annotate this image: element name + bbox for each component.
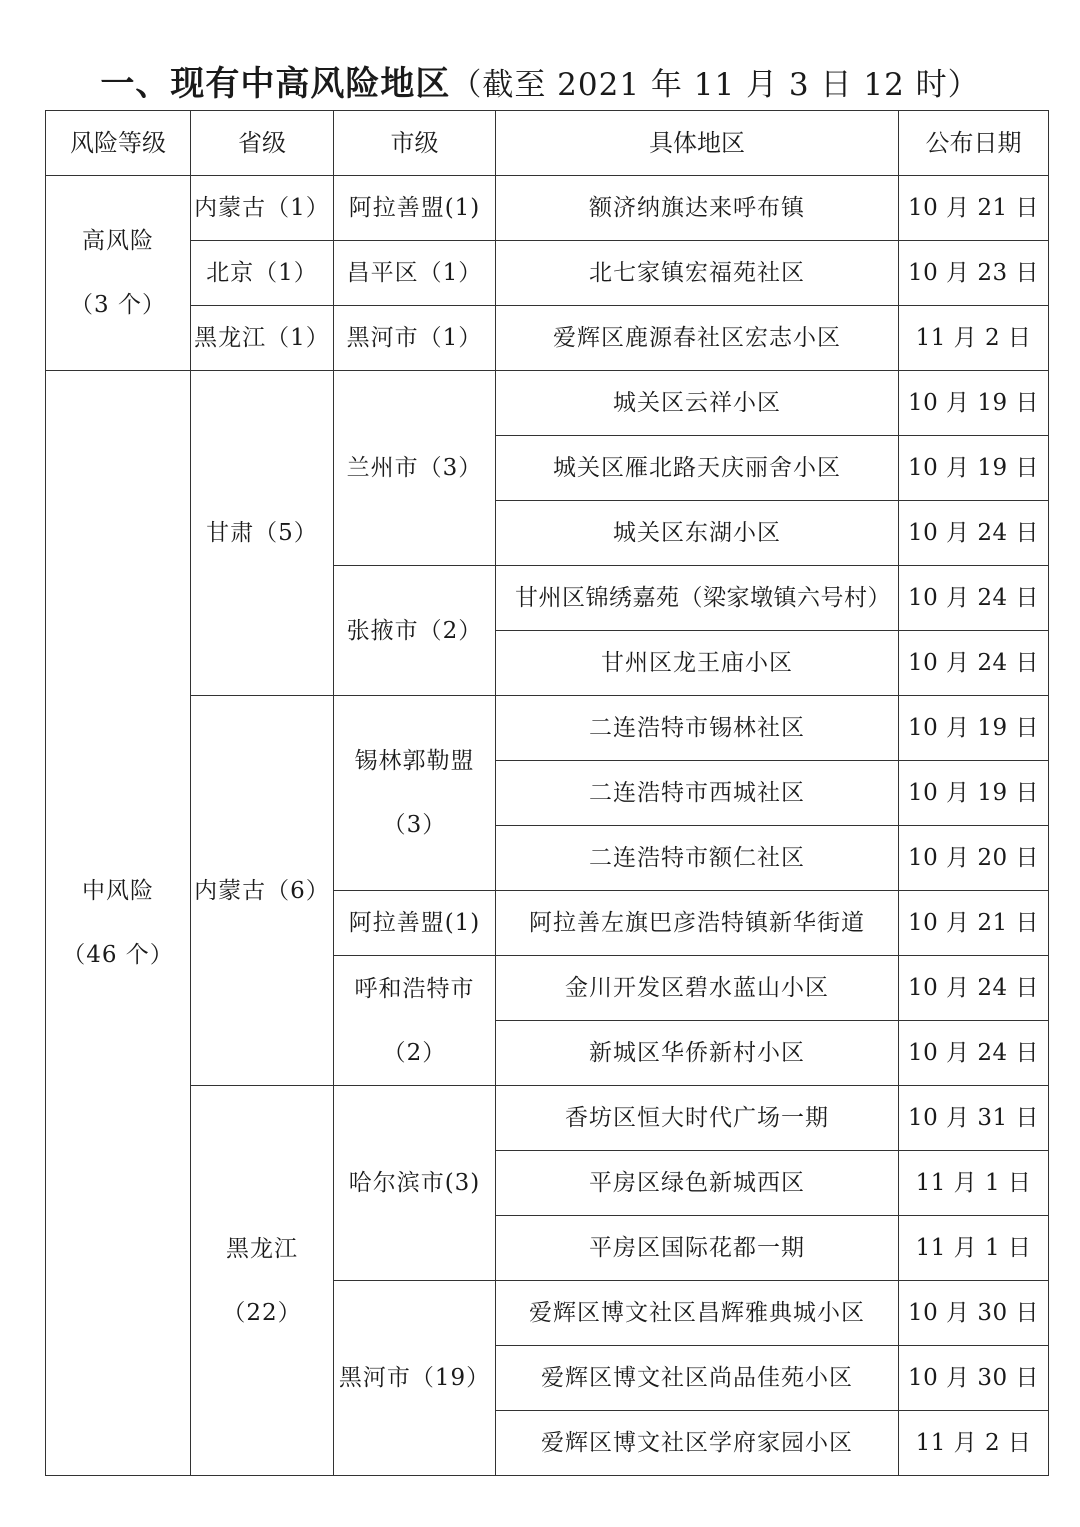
page-title-main: 一、现有中高风险地区 (100, 64, 451, 104)
header-city: 市级 (334, 111, 496, 176)
page-title (0, 58, 1080, 110)
table-row (46, 306, 1049, 371)
area-cell: 甘州区锦绣嘉苑（梁家墩镇六号村） (496, 566, 899, 631)
date-cell: 10 月 24 日 (899, 501, 1049, 566)
province-cell: 黑龙江（1） (191, 306, 334, 371)
area-cell: 城关区雁北路天庆丽舍小区 (496, 436, 899, 501)
city-count: （3） (382, 812, 447, 838)
table-row (46, 371, 1049, 436)
area-cell: 新城区华侨新村小区 (496, 1021, 899, 1086)
province-cell: 北京（1） (191, 241, 334, 306)
province-cell: 内蒙古（6） (191, 696, 334, 1086)
area-cell: 甘州区龙王庙小区 (496, 631, 899, 696)
date-cell: 10 月 21 日 (899, 891, 1049, 956)
date-cell: 10 月 23 日 (899, 241, 1049, 306)
table-header-row (46, 111, 1049, 176)
area-cell: 二连浩特市额仁社区 (496, 826, 899, 891)
area-cell: 二连浩特市锡林社区 (496, 696, 899, 761)
city-cell (334, 696, 496, 891)
city-cell: 黑河市（1） (334, 306, 496, 371)
area-cell: 爱辉区鹿源春社区宏志小区 (496, 306, 899, 371)
area-cell: 香坊区恒大时代广场一期 (496, 1086, 899, 1151)
area-cell: 爱辉区博文社区尚品佳苑小区 (496, 1346, 899, 1411)
date-cell: 10 月 19 日 (899, 761, 1049, 826)
city-cell: 哈尔滨市(3) (334, 1086, 496, 1281)
city-cell: 阿拉善盟(1) (334, 891, 496, 956)
city-cell: 黑河市（19） (334, 1281, 496, 1476)
date-cell: 10 月 19 日 (899, 371, 1049, 436)
header-date: 公布日期 (899, 111, 1049, 176)
province-cell: 内蒙古（1） (191, 176, 334, 241)
area-cell: 额济纳旗达来呼布镇 (496, 176, 899, 241)
table-row (46, 696, 1049, 761)
date-cell: 10 月 24 日 (899, 631, 1049, 696)
date-cell: 11 月 2 日 (899, 306, 1049, 371)
risk-level-count: （3 个） (70, 292, 166, 318)
risk-level-count: （46 个） (62, 942, 174, 968)
date-cell: 11 月 1 日 (899, 1216, 1049, 1281)
date-cell: 10 月 24 日 (899, 566, 1049, 631)
city-cell: 张掖市（2） (334, 566, 496, 696)
table-row (46, 241, 1049, 306)
date-cell: 10 月 30 日 (899, 1346, 1049, 1411)
area-cell: 北七家镇宏福苑社区 (496, 241, 899, 306)
header-area: 具体地区 (496, 111, 899, 176)
date-cell: 11 月 2 日 (899, 1411, 1049, 1476)
date-cell: 10 月 24 日 (899, 1021, 1049, 1086)
area-cell: 平房区绿色新城西区 (496, 1151, 899, 1216)
date-cell: 10 月 21 日 (899, 176, 1049, 241)
date-cell: 10 月 20 日 (899, 826, 1049, 891)
date-cell: 10 月 24 日 (899, 956, 1049, 1021)
date-cell: 10 月 19 日 (899, 436, 1049, 501)
date-cell: 10 月 19 日 (899, 696, 1049, 761)
header-risk-level: 风险等级 (46, 111, 191, 176)
header-province: 省级 (191, 111, 334, 176)
city-name: 呼和浩特市 (354, 975, 475, 1002)
date-cell: 10 月 30 日 (899, 1281, 1049, 1346)
risk-level-medium (46, 371, 191, 1476)
city-name: 锡林郭勒盟 (354, 748, 475, 774)
risk-level-label: 中风险 (82, 878, 154, 904)
table-row (46, 1086, 1049, 1151)
date-cell: 11 月 1 日 (899, 1151, 1049, 1216)
risk-level-label: 高风险 (82, 228, 154, 254)
city-cell: 昌平区（1） (334, 241, 496, 306)
area-cell: 二连浩特市西城社区 (496, 761, 899, 826)
province-cell: 甘肃（5） (191, 371, 334, 696)
area-cell: 城关区东湖小区 (496, 501, 899, 566)
city-cell: 兰州市（3） (334, 371, 496, 566)
area-cell: 阿拉善左旗巴彦浩特镇新华街道 (496, 891, 899, 956)
province-name: 黑龙江 (226, 1235, 298, 1262)
date-cell: 10 月 31 日 (899, 1086, 1049, 1151)
province-count: （22） (222, 1299, 302, 1326)
area-cell: 爱辉区博文社区学府家园小区 (496, 1411, 899, 1476)
city-cell (334, 956, 496, 1086)
area-cell: 金川开发区碧水蓝山小区 (496, 956, 899, 1021)
table-row (46, 176, 1049, 241)
city-count: （2） (382, 1039, 447, 1066)
risk-area-table (45, 110, 1049, 1476)
city-cell: 阿拉善盟(1) (334, 176, 496, 241)
page-title-date: （截至 2021 年 11 月 3 日 12 时） (450, 67, 980, 103)
risk-level-high (46, 176, 191, 371)
area-cell: 爱辉区博文社区昌辉雅典城小区 (496, 1281, 899, 1346)
area-cell: 城关区云祥小区 (496, 371, 899, 436)
province-cell (191, 1086, 334, 1476)
area-cell: 平房区国际花都一期 (496, 1216, 899, 1281)
